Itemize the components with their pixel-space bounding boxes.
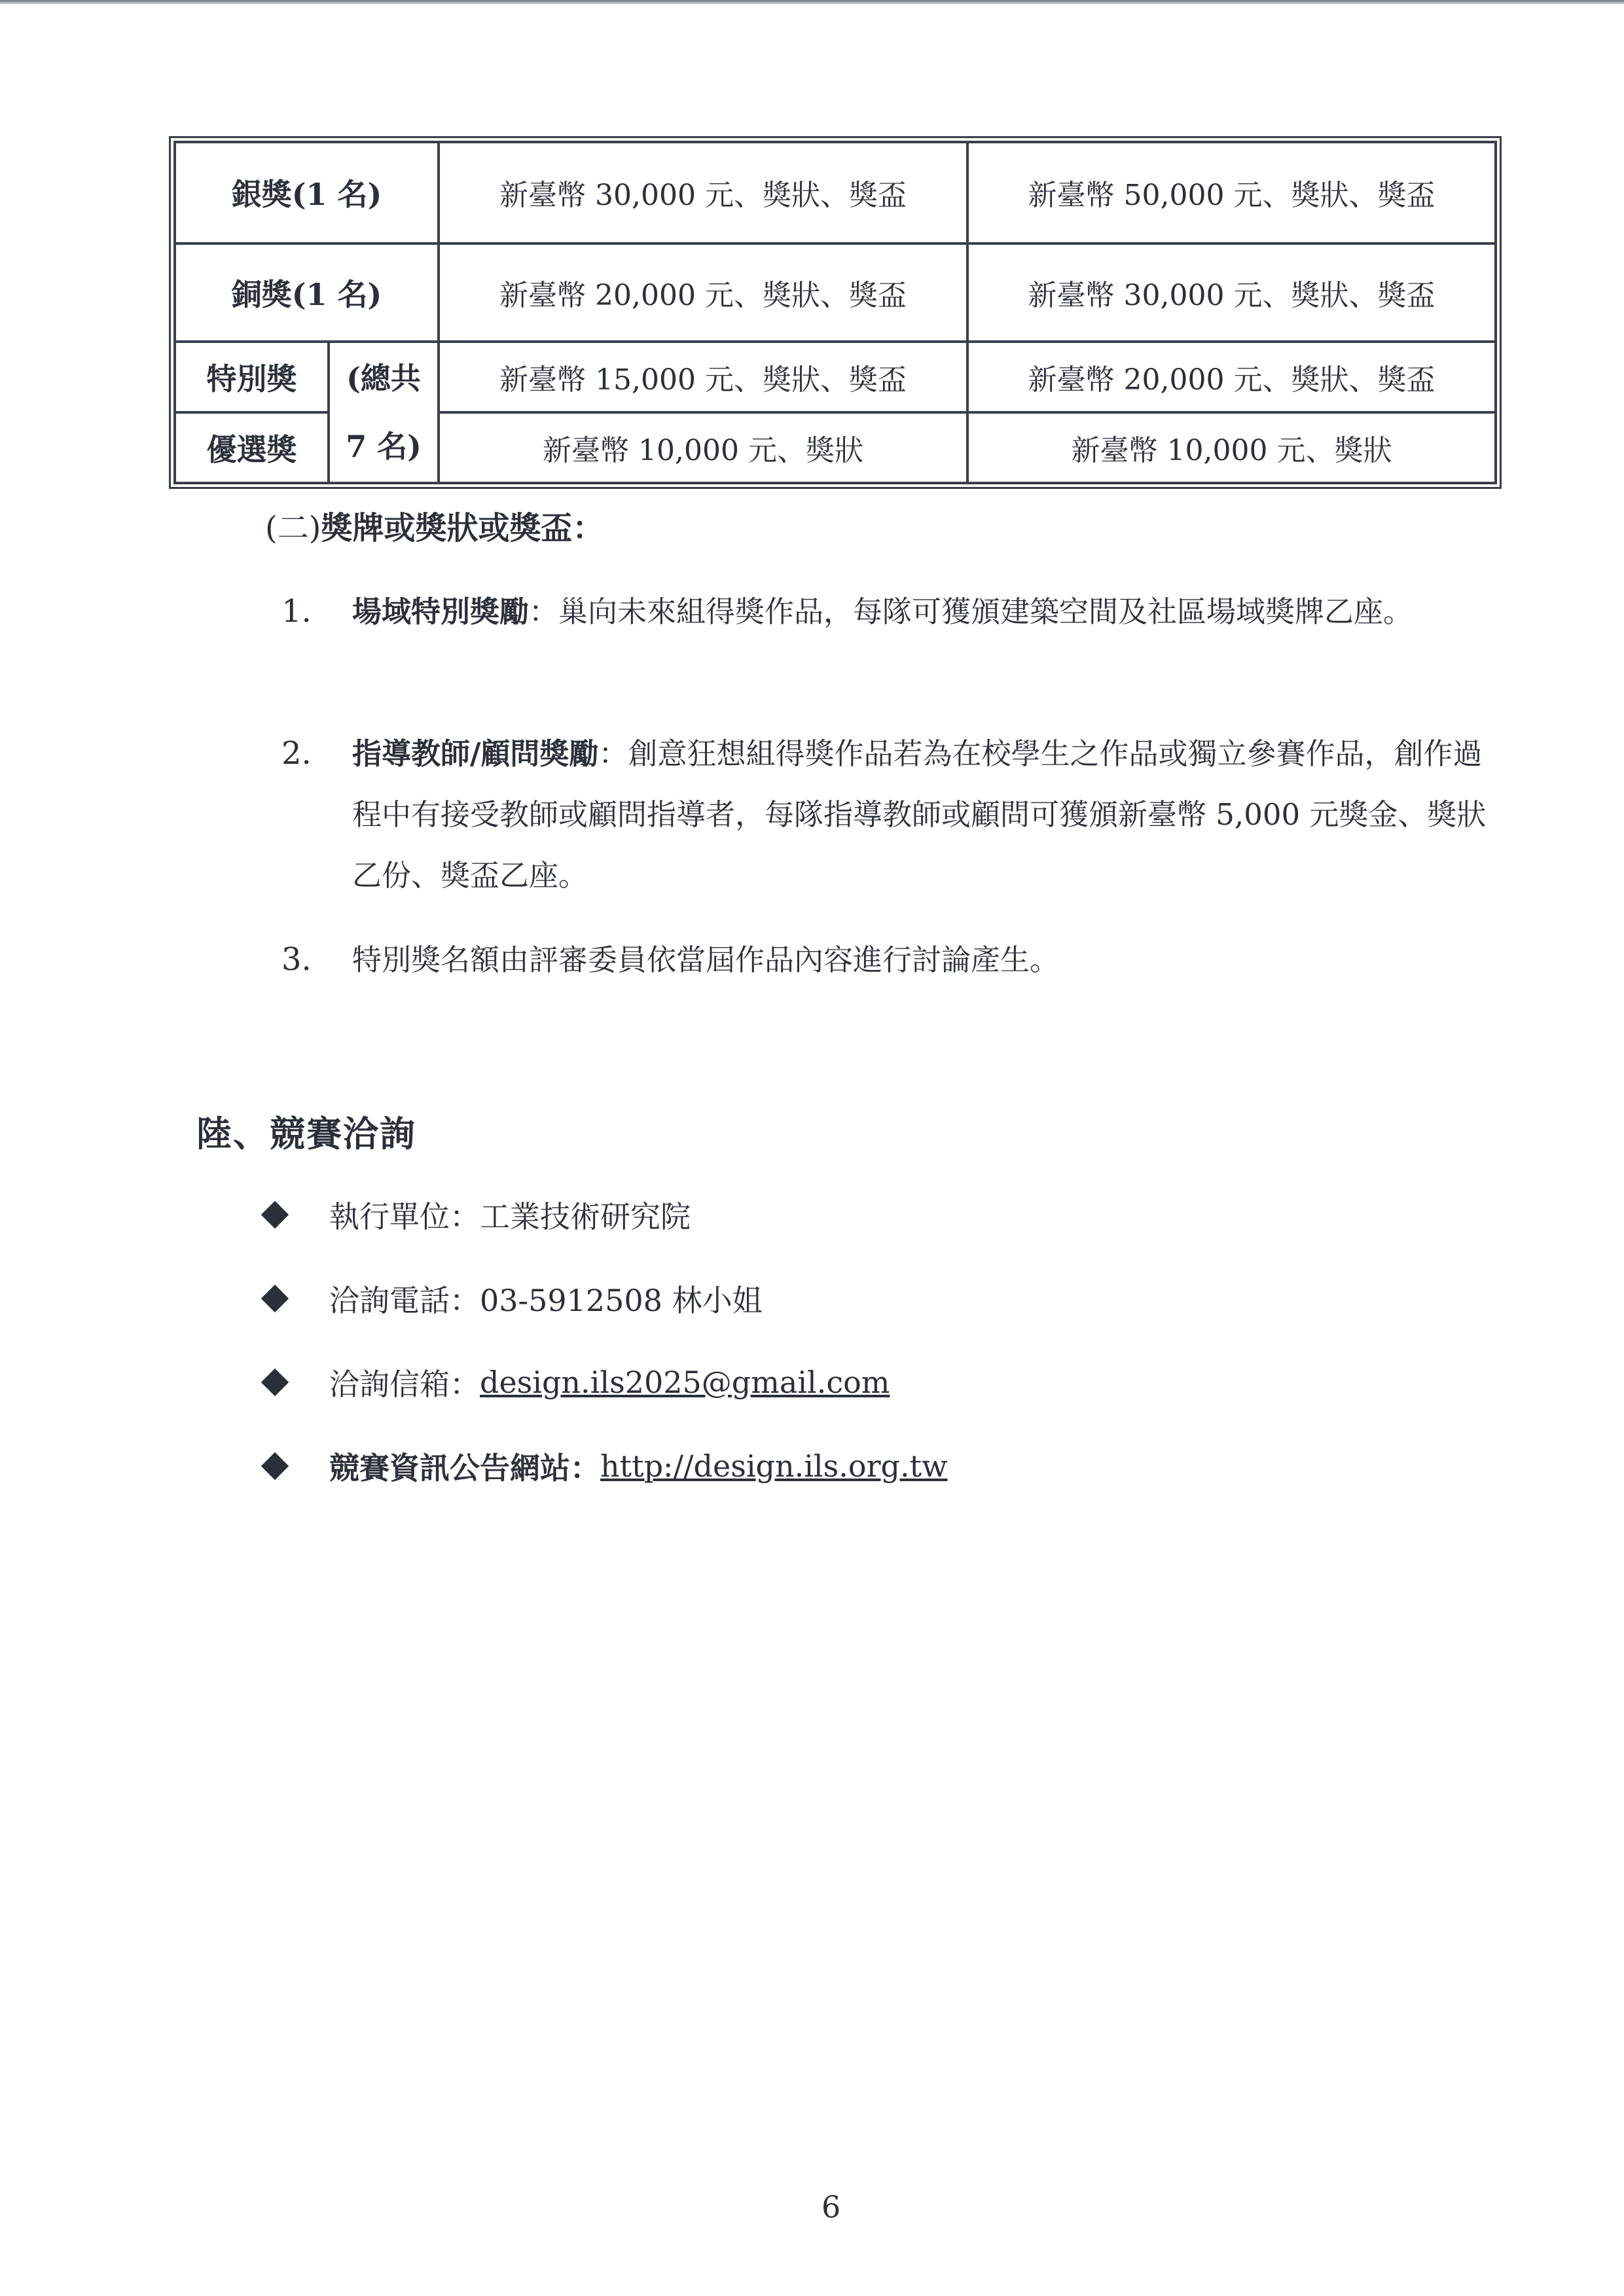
- subheading: [265, 503, 604, 548]
- list-item-body: 特別獎名額由評審委員依當屆作品內容進行討論產生。: [352, 942, 1060, 977]
- list-item-lead: 場域特別獎勵: [352, 594, 530, 629]
- list-item: [281, 929, 1499, 990]
- list-item-text: [352, 723, 1499, 906]
- section-title: 陸、競賽洽詢: [196, 1113, 416, 1155]
- group-quota-label: [329, 342, 439, 483]
- diamond-bullet-icon: [261, 1201, 289, 1229]
- list-item-number: 1.: [281, 593, 312, 630]
- list-item: [281, 581, 1499, 642]
- contact-value: 03-5912508 林小姐: [480, 1283, 763, 1318]
- list-item: [281, 723, 1499, 906]
- list-item-number: 3.: [281, 941, 312, 978]
- diamond-bullet-icon: [261, 1369, 289, 1396]
- prize-cell: 新臺幣 30,000 元、獎狀、獎盃: [967, 243, 1496, 342]
- table-row: [175, 243, 1496, 342]
- list-item-text: [352, 929, 1499, 990]
- award-name: 銅獎(1 名): [175, 243, 439, 342]
- group-quota-line2: 7 名): [346, 429, 422, 465]
- group-quota-line1: (總共: [346, 361, 421, 397]
- scan-top-edge: [0, 0, 1624, 4]
- list-item-lead: 指導教師/顧問獎勵: [352, 736, 599, 771]
- contact-email: [265, 1361, 890, 1404]
- subheading-text: 獎牌或獎狀或獎盃：: [321, 510, 604, 547]
- table-row: [175, 142, 1496, 243]
- diamond-bullet-icon: [261, 1285, 289, 1312]
- table-row: [175, 342, 1496, 412]
- email-link[interactable]: design.ils2025@gmail.com: [480, 1365, 890, 1400]
- contact-label: 執行單位：: [329, 1199, 480, 1234]
- website-link[interactable]: http://design.ils.org.tw: [600, 1448, 948, 1484]
- contact-label: 洽詢電話：: [329, 1283, 480, 1318]
- page-number: 6: [821, 2189, 841, 2225]
- list-item-body: ：創意狂想組得獎作品若為在校學生之作品或獨立參賽作品，創作過程中有接受教師或顧問指導者，每隊指導教師或顧問可獲頒新臺幣 5,000 元獎金、獎狀乙份、獎盃乙座。: [352, 736, 1487, 893]
- prize-cell: 新臺幣 50,000 元、獎狀、獎盃: [967, 142, 1496, 243]
- award-name: 特別獎: [175, 342, 329, 412]
- diamond-bullet-icon: [261, 1452, 289, 1480]
- contact-label: 競賽資訊公告網站：: [329, 1450, 600, 1486]
- contact-value: 工業技術研究院: [480, 1199, 691, 1234]
- prize-cell: 新臺幣 15,000 元、獎狀、獎盃: [439, 342, 967, 412]
- prize-cell: 新臺幣 30,000 元、獎狀、獎盃: [439, 142, 967, 243]
- contact-website: [265, 1444, 947, 1488]
- subheading-number: (二): [265, 510, 321, 547]
- prize-cell: 新臺幣 10,000 元、獎狀: [967, 412, 1496, 483]
- contact-unit: [265, 1193, 691, 1236]
- prize-table: [173, 141, 1497, 484]
- prize-cell: 新臺幣 10,000 元、獎狀: [439, 412, 967, 483]
- award-name: 優選獎: [175, 412, 329, 483]
- award-name: 銀獎(1 名): [175, 142, 439, 243]
- list-item-text: [352, 581, 1499, 642]
- contact-phone: [265, 1277, 763, 1320]
- list-item-body: ：巢向未來組得獎作品，每隊可獲頒建築空間及社區場域獎牌乙座。: [529, 594, 1413, 629]
- contact-label: 洽詢信箱：: [329, 1367, 480, 1402]
- prize-cell: 新臺幣 20,000 元、獎狀、獎盃: [439, 243, 967, 342]
- list-item-number: 2.: [281, 735, 312, 772]
- prize-cell: 新臺幣 20,000 元、獎狀、獎盃: [967, 342, 1496, 412]
